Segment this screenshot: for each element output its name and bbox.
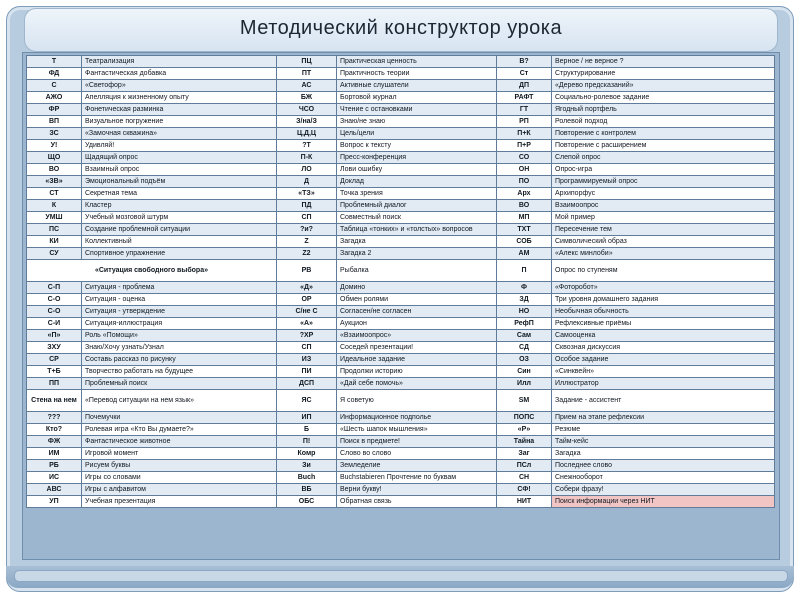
table-cell: Buch [277,472,337,484]
table-row [27,366,775,378]
table-row [27,282,775,294]
table-cell: Поиск в предмете! [337,436,497,448]
table-cell: Знаю/Хочу узнать/Узнал [82,342,277,354]
table-row [27,496,775,508]
table-cell: Кто? [27,424,82,436]
table-cell: Тайм-кейс [552,436,775,448]
table-cell: ПД [277,200,337,212]
table-cell: У! [27,140,82,152]
table-cell: Ситуация - оценка [82,294,277,306]
table-cell: СН [497,472,552,484]
table-cell: ??? [27,412,82,424]
table-cell: Доклад [337,176,497,188]
table-cell: СД [497,342,552,354]
table-cell: ПСл [497,460,552,472]
table-cell: Buchstabieren Прочтение по буквам [337,472,497,484]
table-cell: К [27,200,82,212]
table-cell: Особое задание [552,354,775,366]
footer-scroll-track [14,570,788,582]
table-cell: НО [497,306,552,318]
table-cell: Точка зрения [337,188,497,200]
table-cell: ПС [27,224,82,236]
table-cell: ЗС [27,128,82,140]
table-cell: Мой пример [552,212,775,224]
table-cell: ПЦ [277,56,337,68]
table-cell: Игровой момент [82,448,277,460]
table-cell: Собери фразу! [552,484,775,496]
table-row [27,80,775,92]
table-cell: ПП [27,378,82,390]
table-cell: Программируемый опрос [552,176,775,188]
table-cell: Ситуация - проблема [82,282,277,294]
table-cell: Социально-ролевое задание [552,92,775,104]
table-cell: SM [497,390,552,412]
table-cell: Домино [337,282,497,294]
table-cell: РП [497,116,552,128]
table-cell: З/на/З [277,116,337,128]
table-cell: Т [27,56,82,68]
page-title: Методический конструктор урока [239,17,563,39]
table-cell: Удивляй! [82,140,277,152]
table-cell: ВП [27,116,82,128]
table-cell: РефП [497,318,552,330]
table-cell: П+К [497,128,552,140]
table-cell: Таблица «тонких» и «толстых» вопросов [337,224,497,236]
table-row [27,224,775,236]
table-cell: Взаимоопрос [552,200,775,212]
table-cell: «Шесть шапок мышления» [337,424,497,436]
table-cell: П-К [277,152,337,164]
table-cell: ФР [27,104,82,116]
table-row [27,92,775,104]
table-cell: ЧСО [277,104,337,116]
table-cell: Щадящий опрос [82,152,277,164]
table-cell: СФ! [497,484,552,496]
table-cell: Стена на нем [27,390,82,412]
table-cell: Последнее слово [552,460,775,472]
table-cell: ?ХР [277,330,337,342]
table-cell: СТ [27,188,82,200]
table-cell: Информационное подполье [337,412,497,424]
table-cell: НИТ [497,496,552,508]
table-cell: Три уровня домашнего задания [552,294,775,306]
methods-table [26,55,775,508]
table-row [27,294,775,306]
table-cell: Ягодный портфель [552,104,775,116]
table-cell: Сквозная дискуссия [552,342,775,354]
table-cell: Эмоциональный подъём [82,176,277,188]
table-cell: ТХТ [497,224,552,236]
table-cell: Слепой опрос [552,152,775,164]
table-cell: СП [277,212,337,224]
table-row [27,248,775,260]
table-cell: ЗД [497,294,552,306]
table-cell: Проблемный диалог [337,200,497,212]
table-cell: Секретная тема [82,188,277,200]
table-row [27,342,775,354]
table-cell: Иллюстратор [552,378,775,390]
table-cell: Снежнооборот [552,472,775,484]
table-cell: С-О [27,294,82,306]
table-cell: Активные слушатели [337,80,497,92]
table-cell: Учебная презентация [82,496,277,508]
table-row [27,412,775,424]
table-cell: Ц,Д,Ц [277,128,337,140]
table-cell: АС [277,80,337,92]
table-cell: «Взаимоопрос» [337,330,497,342]
table-cell: Опрос по ступеням [552,260,775,282]
table-cell: Взаимный опрос [82,164,277,176]
table-cell: УП [27,496,82,508]
table-cell: Творчество работать на будущее [82,366,277,378]
table-cell: Практичность теории [337,68,497,80]
table-cell: Рыбалка [337,260,497,282]
table-cell: «Перевод ситуации на нем язык» [82,390,277,412]
table-cell: Загадка [337,236,497,248]
table-row [27,188,775,200]
table-cell: Согласен/не согласен [337,306,497,318]
table-cell: ИМ [27,448,82,460]
table-cell: Син [497,366,552,378]
table-cell: Б [277,424,337,436]
table-cell: ИЗ [277,354,337,366]
table-cell: Z [277,236,337,248]
table-cell: Спортивное упражнение [82,248,277,260]
table-cell: Продолжи историю [337,366,497,378]
table-cell: Арх [497,188,552,200]
table-cell: Сам [497,330,552,342]
table-row [27,152,775,164]
table-cell: Фантастическое животное [82,436,277,448]
table-row [27,318,775,330]
table-cell: Обратная связь [337,496,497,508]
table-cell: БЖ [277,92,337,104]
table-row [27,306,775,318]
table-cell: Аукцион [337,318,497,330]
table-cell: ПОПС [497,412,552,424]
table-cell: Опрос-игра [552,164,775,176]
table-cell: ИП [277,412,337,424]
table-cell: Прием на этапе рефлексии [552,412,775,424]
table-row [27,176,775,188]
table-row [27,330,775,342]
table-cell: Коллективный [82,236,277,248]
table-row [27,460,775,472]
table-cell: «Дай себе помочь» [337,378,497,390]
table-cell: Создание проблемной ситуации [82,224,277,236]
table-cell: П+Р [497,140,552,152]
table-cell: СУ [27,248,82,260]
table-cell: ГТ [497,104,552,116]
table-cell: ПО [497,176,552,188]
table-cell: Комр [277,448,337,460]
table-cell: «Синквейн» [552,366,775,378]
table-cell: Игры с алфавитом [82,484,277,496]
table-cell: АЖО [27,92,82,104]
table-cell: РБ [27,460,82,472]
table-cell: Тайна [497,436,552,448]
table-cell: Знаю/не знаю [337,116,497,128]
table-row [27,200,775,212]
table-cell: Ролевая игра «Кто Вы думаете?» [82,424,277,436]
table-cell: Проблемный поиск [82,378,277,390]
table-cell: «П» [27,330,82,342]
table-cell: Поиск информации через НИТ [552,496,775,508]
table-cell: Заг [497,448,552,460]
table-cell: Верни букву! [337,484,497,496]
table-cell: Структурирование [552,68,775,80]
table-row [27,484,775,496]
table-cell: «Дерево предсказаний» [552,80,775,92]
table-cell: Соседей презентации! [337,342,497,354]
table-cell: Театрализация [82,56,277,68]
table-cell: С [27,80,82,92]
table-cell: ОБС [277,496,337,508]
table-cell: АВС [27,484,82,496]
table-cell: МП [497,212,552,224]
title-bar [24,8,778,52]
table-cell: ЗХУ [27,342,82,354]
table-cell: Задание - ассистент [552,390,775,412]
table-cell: П [497,260,552,282]
table-cell: Повторение с расширением [552,140,775,152]
table-cell: Необычная обычность [552,306,775,318]
table-cell: Фонетическая разминка [82,104,277,116]
table-cell: РВ [277,260,337,282]
table-cell: Вопрос к тексту [337,140,497,152]
table-cell: ДП [497,80,552,92]
table-cell: ОЗ [497,354,552,366]
table-cell: Рефлексивные приёмы [552,318,775,330]
table-cell: РАФТ [497,92,552,104]
table-cell: «Фоторобот» [552,282,775,294]
table-row [27,164,775,176]
table-cell: ФЖ [27,436,82,448]
table-cell: Т+Б [27,366,82,378]
table-row [27,68,775,80]
table-cell: АМ [497,248,552,260]
table-cell: П! [277,436,337,448]
table-cell: ?Т [277,140,337,152]
table-cell: «А» [277,318,337,330]
table-cell: Лови ошибку [337,164,497,176]
table-cell: Почемучки [82,412,277,424]
table-cell: Роль «Помощи» [82,330,277,342]
table-cell: КИ [27,236,82,248]
table-cell: «Светофор» [82,80,277,92]
table-cell: Верное / не верное ? [552,56,775,68]
table-cell: СОБ [497,236,552,248]
table-cell: Загадка [552,448,775,460]
table-cell: ФД [27,68,82,80]
table-cell: Составь рассказ по рисунку [82,354,277,366]
table-cell: ЛО [277,164,337,176]
table-cell: ВБ [277,484,337,496]
table-cell: Ролевой подход [552,116,775,128]
table-cell: Пресс-конференция [337,152,497,164]
table-cell: Бортовой журнал [337,92,497,104]
table-row [27,116,775,128]
table-cell: Чтение с остановками [337,104,497,116]
table-cell: ВО [27,164,82,176]
table-row [27,212,775,224]
table-cell: Резюме [552,424,775,436]
table-cell: Апелляция к жизненному опыту [82,92,277,104]
table-cell: Архипорфус [552,188,775,200]
table-cell: «Алекс минлоби» [552,248,775,260]
table-row [27,260,775,282]
table-cell: ?и? [277,224,337,236]
table-cell: Ф [497,282,552,294]
table-cell: «Ситуация свободного выбора» [27,260,277,282]
table-cell: ЯС [277,390,337,412]
table-cell: СО [497,152,552,164]
table-cell: С/не С [277,306,337,318]
table-cell: «Замочная скважина» [82,128,277,140]
table-cell: Ст [497,68,552,80]
table-cell: Визуальное погружение [82,116,277,128]
table-cell: Практическая ценность [337,56,497,68]
table-cell: Кластер [82,200,277,212]
table-row [27,56,775,68]
table-row [27,436,775,448]
table-cell: Идеальное задание [337,354,497,366]
table-cell: ПИ [277,366,337,378]
table-row [27,448,775,460]
table-row [27,424,775,436]
table-cell: Д [277,176,337,188]
table-row [27,128,775,140]
table-cell: Самооценка [552,330,775,342]
table-cell: С-О [27,306,82,318]
table-cell: Пересечение тем [552,224,775,236]
table-cell: ОН [497,164,552,176]
table-cell: СР [27,354,82,366]
table-cell: Повторение с контролем [552,128,775,140]
table-cell: Рисуем буквы [82,460,277,472]
table-cell: Цель/цели [337,128,497,140]
table-cell: Игры со словами [82,472,277,484]
table-cell: Символический образ [552,236,775,248]
table-cell: «Д» [277,282,337,294]
table-cell: ПТ [277,68,337,80]
table-cell: Я советую [337,390,497,412]
table-cell: Фантастическая добавка [82,68,277,80]
table-cell: Ситуация - утверждение [82,306,277,318]
table-row [27,140,775,152]
table-cell: СП [277,342,337,354]
table-cell: ИС [27,472,82,484]
table-cell: «Р» [497,424,552,436]
table-cell: Слово во слово [337,448,497,460]
table-cell: Загадка 2 [337,248,497,260]
table-cell: Илл [497,378,552,390]
table-cell: «ТЗ» [277,188,337,200]
table-cell: Совместный поиск [337,212,497,224]
table-cell: Ситуация-иллюстрация [82,318,277,330]
table-cell: ВО [497,200,552,212]
table-cell: Земледелие [337,460,497,472]
table-cell: С-П [27,282,82,294]
table-cell: ДСП [277,378,337,390]
table-row [27,354,775,366]
table-cell: С-И [27,318,82,330]
table-cell: Зи [277,460,337,472]
table-cell: ЩО [27,152,82,164]
table-cell: Обмен ролями [337,294,497,306]
table-row [27,378,775,390]
table-cell: Учебный мозговой штурм [82,212,277,224]
table-row [27,390,775,412]
table-row [27,236,775,248]
table-row [27,104,775,116]
table-cell: Z2 [277,248,337,260]
table-cell: ОР [277,294,337,306]
table-cell: УМШ [27,212,82,224]
table-cell: «ЗВ» [27,176,82,188]
table-cell: В? [497,56,552,68]
table-row [27,472,775,484]
